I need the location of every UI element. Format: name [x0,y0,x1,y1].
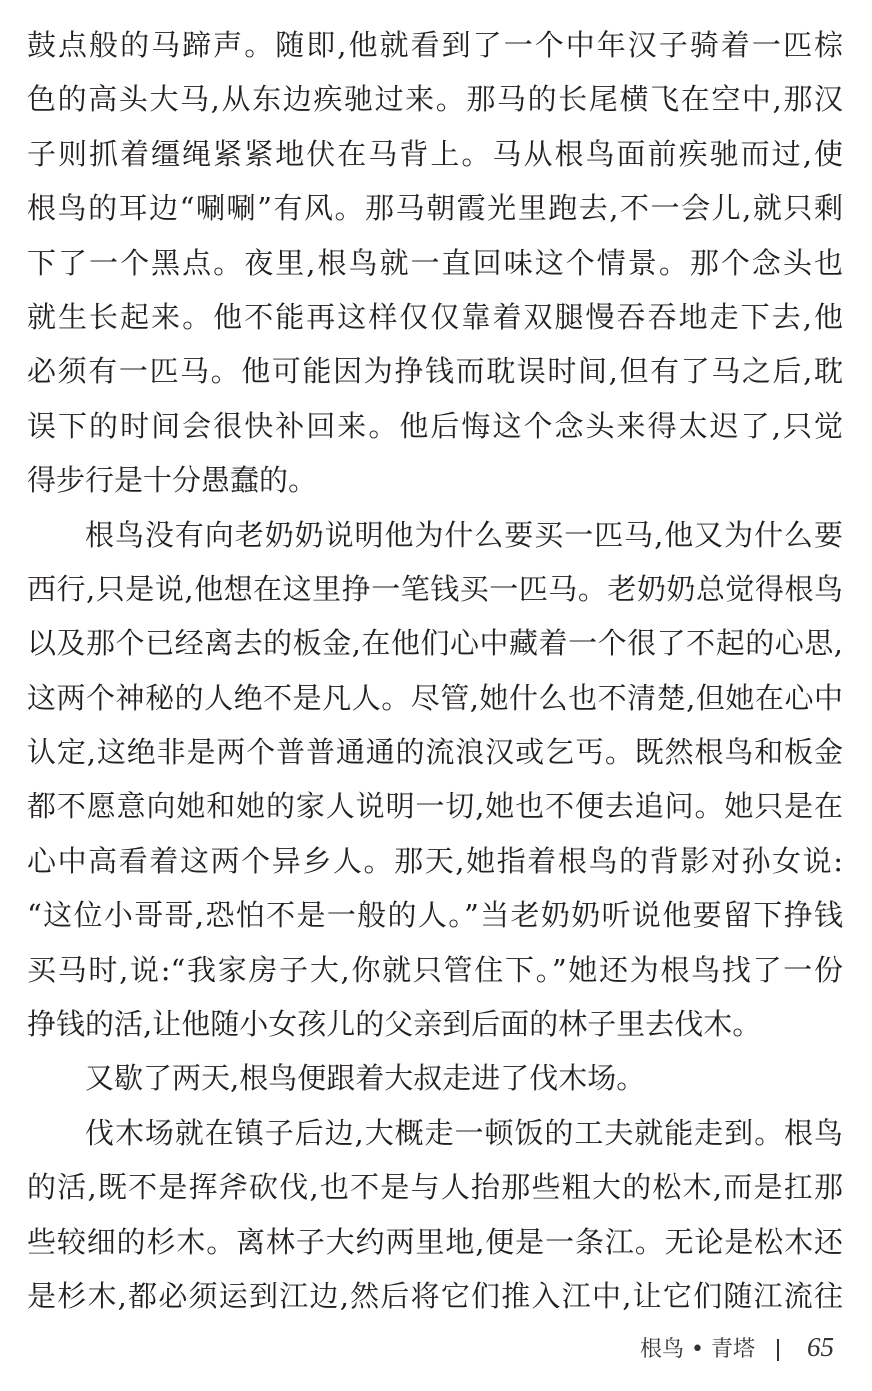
text-line: 认定,这绝非是两个普普通通的流浪汉或乞丐。既然根鸟和板金 [27,735,843,770]
text-line: 是杉木,都必须运到江边,然后将它们推入江中,让它们随江流往 [27,1278,843,1313]
text-line: 心中高看着这两个异乡人。那天,她指着根鸟的背影对孙女说: [27,843,843,878]
text-line: 根鸟的耳边“唰唰”有风。那马朝霞光里跑去,不一会儿,就只剩 [27,191,843,226]
text-line: 买马时,说:“我家房子大,你就只管住下。”她还为根鸟找了一份 [27,952,843,987]
text-line: 都不愿意向她和她的家人说明一切,她也不便去追问。她只是在 [27,789,843,824]
text-line: 西行,只是说,他想在这里挣一笔钱买一匹马。老奶奶总觉得根鸟 [27,571,843,606]
text-line: 以及那个已经离去的板金,在他们心中藏着一个很了不起的心思, [27,626,843,661]
body-text [27,18,843,1323]
text-line: 鼓点般的马蹄声。随即,他就看到了一个中年汉子骑着一匹棕 [27,28,843,62]
running-title: 根鸟 • 青塔 [640,1337,755,1362]
text-line: 这两个神秘的人绝不是凡人。尽管,她什么也不清楚,但她在心中 [27,680,843,715]
text-line: 下了一个黑点。夜里,根鸟就一直回味这个情景。那个念头也 [27,245,843,280]
footer-divider [777,1339,779,1361]
page-footer [640,1332,834,1363]
text-line: 又歇了两天,根鸟便跟着大叔走进了伐木场。 [85,1061,646,1096]
text-line: 些较细的杉木。离林子大约两里地,便是一条江。无论是松木还 [27,1224,843,1259]
text-line: 的活,既不是挥斧砍伐,也不是与人抬那些粗大的松木,而是扛那 [27,1170,843,1205]
text-line: “这位小哥哥,恐怕不是一般的人。”当老奶奶听说他要留下挣钱 [27,898,843,933]
text-line: 误下的时间会很快补回来。他后悔这个念头来得太迟了,只觉 [27,408,843,443]
page-number: 65 [806,1332,834,1362]
text-line: 子则抓着缰绳紧紧地伏在马背上。马从根鸟面前疾驰而过,使 [27,136,843,171]
text-line: 得步行是十分愚蠢的。 [27,463,318,498]
text-line: 色的高头大马,从东边疾驰过来。那马的长尾横飞在空中,那汉 [27,82,843,117]
text-line: 必须有一匹马。他可能因为挣钱而耽误时间,但有了马之后,耽 [27,354,843,389]
text-line: 伐木场就在镇子后边,大概走一顿饭的工夫就能走到。根鸟 [85,1115,843,1150]
text-line: 就生长起来。他不能再这样仅仅靠着双腿慢吞吞地走下去,他 [27,299,843,334]
text-line: 根鸟没有向老奶奶说明他为什么要买一匹马,他又为什么要 [85,517,843,552]
text-line: 挣钱的活,让他随小女孩儿的父亲到后面的林子里去伐木。 [27,1007,762,1042]
